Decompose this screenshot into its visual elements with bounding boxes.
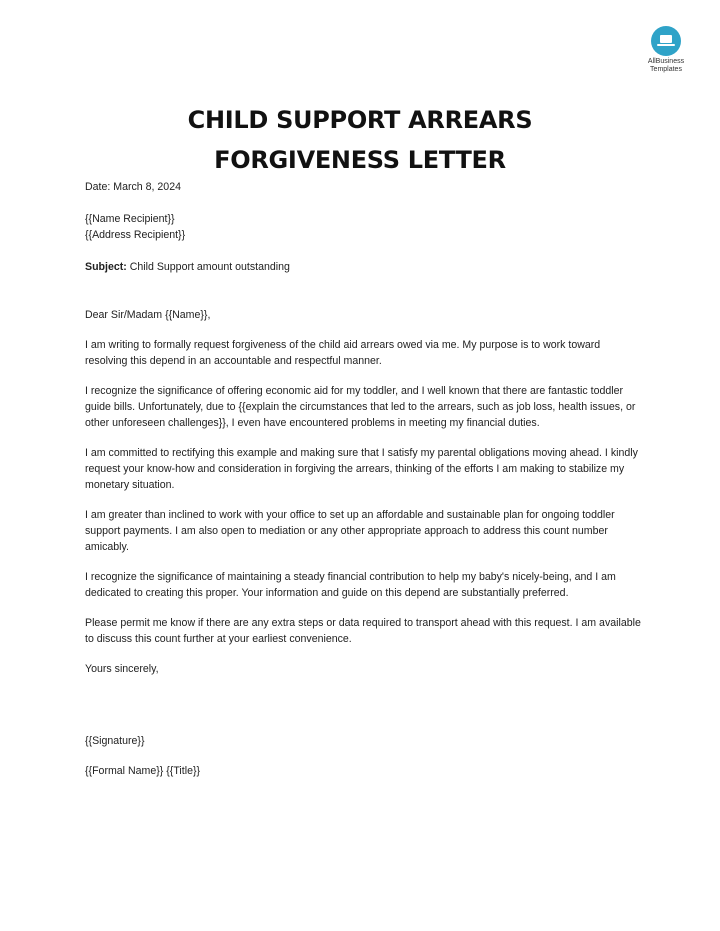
title-line-2: FORGIVENESS LETTER — [214, 146, 506, 174]
name-title-placeholder: {{Formal Name}} {{Title}} — [85, 765, 201, 777]
paragraph-6: Please permit me know if there are any extra steps or data required to transport ahead with this request. I am available to discuss this count further at your earliest convenience. — [85, 617, 641, 645]
closing: Yours sincerely, — [85, 663, 159, 675]
paragraph-1: I am writing to formally request forgiveness of the child aid arrears owed via me. My purpose is to work toward resolving this depend in an accountable and respectful manner. — [85, 339, 601, 367]
letter-date: Date: March 8, 2024 — [85, 181, 181, 193]
logo-line-1: AllBusiness — [647, 58, 685, 65]
subject-line — [85, 259, 645, 275]
brand-logo — [638, 26, 694, 74]
laptop-icon — [651, 26, 681, 56]
title-line-1: CHILD SUPPORT ARREARS — [187, 106, 533, 134]
recipient-name: {{Name Recipient}} — [85, 213, 175, 225]
logo-text — [638, 58, 694, 74]
subject-label: Subject: — [85, 261, 127, 273]
paragraph-3: I am committed to rectifying this example and making sure that I satisfy my parental obligations moving ahead. I kindly request your know-how and consideration in forgiving the arrears, thinking of the efforts I am making to stabilize my monetary situation. — [85, 447, 638, 491]
signature-placeholder: {{Signature}} — [85, 735, 145, 747]
subject-text: Child Support amount outstanding — [126, 261, 290, 273]
document-title — [0, 100, 720, 180]
logo-line-2: Templates — [650, 66, 682, 73]
paragraph-4: I am greater than inclined to work with your office to set up an affordable and sustainable plan for ongoing toddler support payments. I am also open to mediation or any other appropriate approach to address this count number amicably. — [85, 509, 615, 553]
letter-body — [85, 179, 645, 779]
recipient-address: {{Address Recipient}} — [85, 229, 186, 241]
salutation: Dear Sir/Madam {{Name}}, — [85, 309, 211, 321]
paragraph-2: I recognize the significance of offering economic aid for my toddler, and I well known that there are fantastic toddler guide bills. Unfortunately, due to {{explain the circumstances that led to the arrears, such as job loss, health issues, or other unforeseen challenges}}, I even have encountered problems in meeting my financial duties. — [85, 385, 636, 429]
paragraph-5: I recognize the significance of maintaining a steady financial contribution to help my baby's nicely-being, and I am dedicated to creating this proper. Your information and guide on this depend are substantially preferred. — [85, 571, 616, 599]
